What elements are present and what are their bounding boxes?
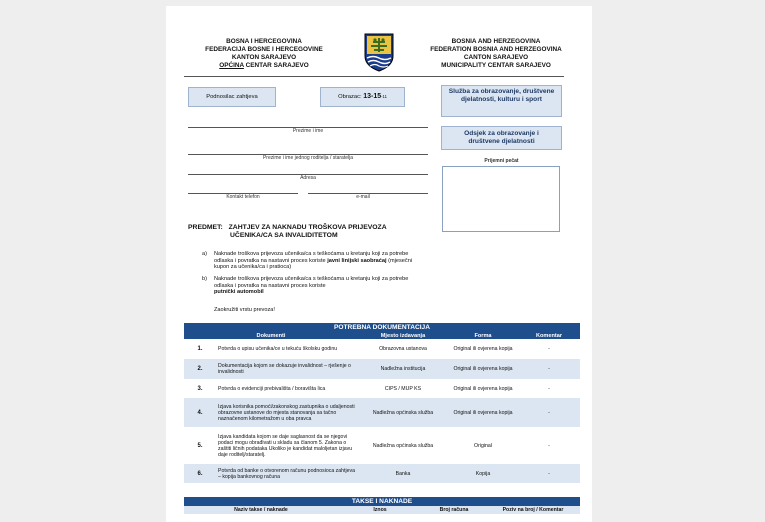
row-number: 6. [197, 470, 203, 477]
department-name: Odsjek za obrazovanje i društvene djelatnosti [464, 130, 539, 145]
row-document: Potvrda o upisu učenika/ce u tekuću školsku godinu [218, 346, 338, 352]
row-place: Nadležna institucija [380, 366, 426, 372]
table-row [184, 464, 580, 483]
row-number: 5. [197, 442, 203, 449]
row-document: Izjava korisnika pomoći/zakonskog zastupnika o udaljenosti obrazovne ustanove do mjesta stanovanja sa tačno naznačenom kilometražom u oba pravca [218, 403, 355, 422]
option-text: Naknade troškova prijevoza učenika/ca s teškoćama u kretanju koji za potrebe odlaska i povratka na nastavni proces koriste [214, 276, 409, 289]
table-row [184, 339, 580, 359]
subject-line-2: UČENIKA/CA SA INVALIDITETOM [230, 232, 338, 239]
subject-line-1: ZAHTJEV ZA NAKNADU TROŠKOVA PRIJEVOZA [228, 224, 387, 231]
department-box [441, 126, 562, 150]
row-form: Original ili ovjerena kopija [453, 366, 513, 372]
column-header: Forma [474, 332, 492, 339]
header-divider [184, 76, 564, 77]
option-bold: putnički automobil [214, 289, 264, 296]
header-right-line: BOSNIA AND HERZEGOVINA [451, 38, 541, 45]
column-header: Naziv takse / naknade [234, 507, 288, 513]
fees-table [184, 497, 580, 514]
fees-title: TAKSE I NAKNADE [351, 497, 413, 505]
column-header: Dokumenti [256, 332, 286, 339]
document-page [166, 6, 592, 522]
column-header: Iznos [373, 507, 387, 513]
option-bold: javni linijski saobraćaj [327, 257, 387, 264]
row-number: 3. [197, 385, 203, 392]
documentation-title: POTREBNA DOKUMENTACIJA [334, 323, 430, 331]
row-form: Original ili ovjerena kopija [453, 346, 513, 352]
column-header: Poziv na broj / Komentar [502, 507, 564, 513]
column-header: Broj računa [439, 507, 469, 513]
option-letter: b) [202, 276, 207, 282]
applicant-label: Podnosilac zahtjeva [206, 94, 258, 100]
option-letter: a) [202, 251, 207, 257]
stamp-box [442, 166, 560, 232]
address-caption: Adresa [300, 175, 316, 181]
row-place: Nadležna općinska služba [372, 409, 434, 416]
row-comment: - [548, 366, 550, 372]
row-number: 4. [197, 409, 203, 416]
table-row [184, 379, 580, 398]
header-left-line: FEDERACIJA BOSNE I HERCEGOVINE [205, 46, 323, 53]
stamp-label: Prijemni pečat [484, 158, 519, 164]
row-comment: - [548, 346, 550, 352]
table-row [184, 398, 580, 427]
header-right-line: FEDERATION BOSNIA AND HERZEGOVINA [430, 46, 562, 53]
header-right-line: CANTON SARAJEVO [463, 54, 529, 61]
row-number: 2. [197, 366, 203, 372]
documentation-header-row [184, 332, 580, 339]
row-document: Dokumentacija kojom se dokazuje invalidnost – rješenje o invalidnosti [218, 363, 351, 375]
column-header: Mjesto izdavanja [380, 332, 426, 339]
row-form: Original ili ovjerena kopija [453, 409, 513, 416]
row-document: Potvrda o evidenciji prebivališta / boravišta lica [218, 385, 326, 392]
row-form: Kopija [475, 470, 491, 477]
email-caption: e-mail [356, 194, 370, 200]
row-place: Banka [395, 470, 411, 477]
applicant-box [188, 87, 276, 107]
phone-caption: Kontakt telefon [226, 194, 260, 200]
option-b[interactable] [202, 276, 417, 296]
row-comment: - [548, 385, 550, 392]
table-row [184, 427, 580, 464]
circle-note: Zaokružiti vrstu prevoza! [214, 307, 275, 313]
service-box [441, 85, 562, 117]
header-right [416, 38, 576, 70]
row-place: Obrazovna ustanova [379, 346, 427, 352]
option-after: (mjesečni kupon za učenika/ca i pratioca) [214, 257, 413, 271]
subject [188, 224, 438, 240]
header-opcina-word: OPĆINA [219, 62, 244, 69]
documentation-table [184, 323, 580, 483]
row-document: Izjava kandidata kojom se daje saglasnost da se njegovi podaci mogu obrađivati u skladu sa članom 5. Zakona o zaštiti ličnih podataka Ukoliko je kandidat maloljetan izjavu daje roditelj/staratelj. [218, 433, 353, 458]
column-header: Komentar [535, 332, 563, 339]
row-form: Original ili ovjerena kopija [453, 385, 513, 392]
name-caption: Prezime i ime [292, 128, 324, 134]
form-code-suffix: -11 [381, 94, 387, 99]
option-a[interactable] [202, 251, 417, 271]
row-comment: - [548, 409, 550, 416]
row-comment: - [548, 470, 550, 477]
header-left-line [184, 62, 344, 70]
table-row [184, 359, 580, 379]
row-number: 1. [197, 346, 203, 352]
form-number [321, 88, 404, 106]
header-right-line: MUNICIPALITY CENTAR SARAJEVO [441, 62, 551, 69]
form-number-box [320, 87, 405, 107]
row-document: Potvrda od banke o otvorenom računu podnosioca zahtjeva – kopija bankovnog računa [218, 467, 355, 480]
row-place: CIPS / MUP KS [384, 385, 422, 392]
header-municipality-rest: CENTAR SARAJEVO [243, 62, 309, 69]
header-left [184, 38, 344, 70]
subject-label: PREDMET: [188, 224, 223, 231]
form-code: 13-15 [363, 93, 382, 100]
fees-header-row [184, 506, 580, 514]
row-place: Nadležna općinska služba [372, 442, 434, 449]
form-label: Obrazac: [338, 94, 362, 100]
guardian-caption: Prezime i ime jednog roditelja / staratelja [262, 155, 354, 161]
header-left-line: KANTON SARAJEVO [231, 54, 297, 61]
option-text: Naknade troškova prijevoza učenika/ca s teškoćama u kretanju koji za potrebe odlaska i povratka na nastavni proces koriste [214, 251, 409, 264]
row-comment: - [548, 442, 550, 449]
coat-of-arms-icon [363, 32, 395, 72]
header-left-line: BOSNA I HERCEGOVINA [226, 38, 302, 45]
row-form: Original [474, 442, 492, 449]
service-name: Služba za obrazovanje, društvene djelatnosti, kulturu i sport [448, 88, 555, 103]
